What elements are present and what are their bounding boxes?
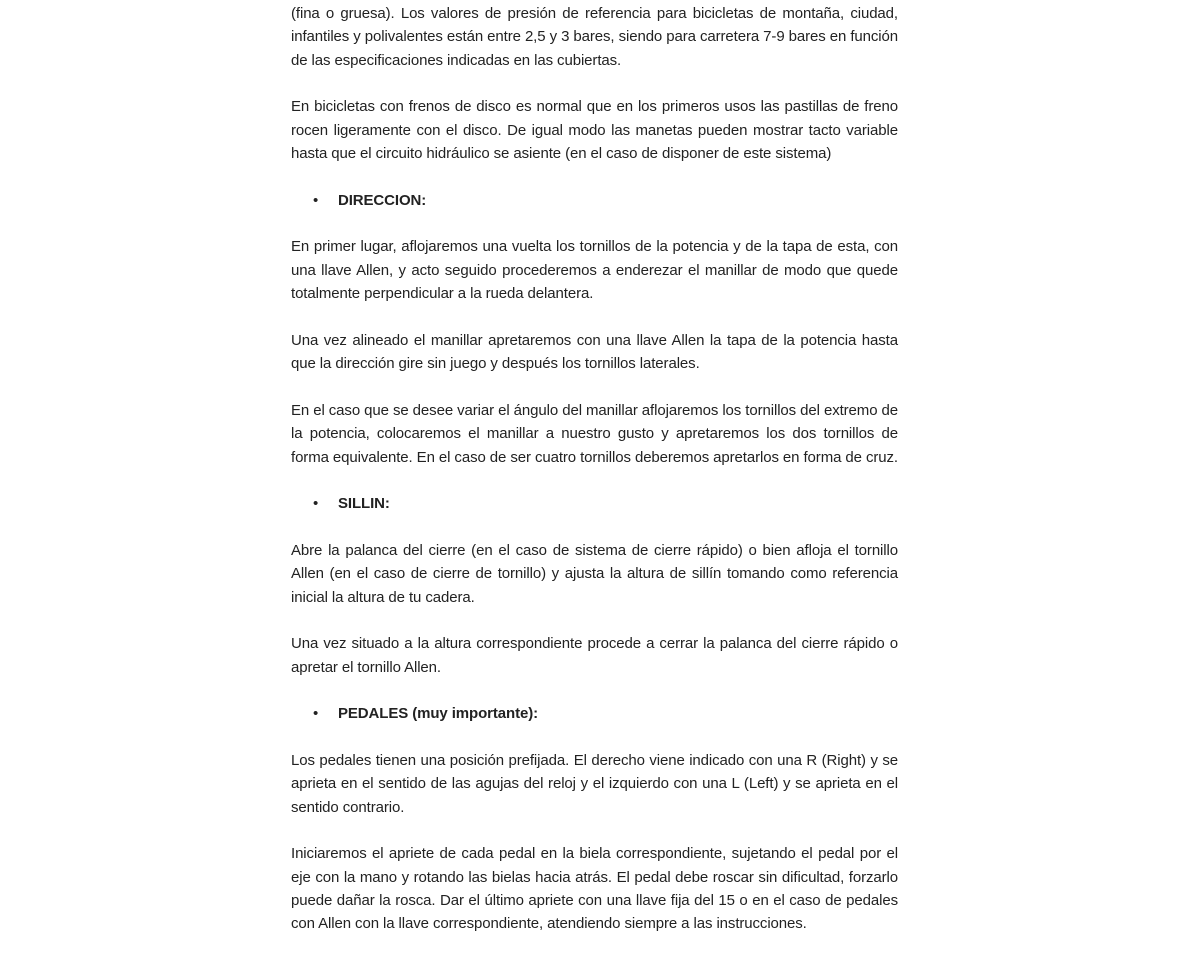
paragraph: Iniciaremos el apriete de cada pedal en la biela correspondiente, sujetando el pedal por el eje con la mano y rotando las bielas hacia atrás. El pedal debe roscar sin dificultad, forzarlo puede dañar la rosca. Dar el último apriete con una llave fija del 15 o en el caso de pedales con Allen con la llave correspondiente, atendiendo siempre a las instrucciones. [291, 845, 898, 933]
paragraph: (fina o gruesa). Los valores de presión de referencia para bicicletas de montaña, ciudad, infantiles y polivalentes están entre 2,5 y 3 bares, siendo para carretera 7-9 bares en función de las especificaciones indicadas en las cubiertas. [291, 5, 898, 69]
bullet-icon: • [313, 495, 319, 513]
paragraph: Una vez situado a la altura correspondiente procede a cerrar la palanca del cierre rápido o apretar el tornillo Allen. [291, 635, 898, 676]
section-heading-direccion [291, 189, 898, 212]
paragraph: Una vez alineado el manillar apretaremos con una llave Allen la tapa de la potencia hasta que la dirección gire sin juego y después los tornillos laterales. [291, 331, 898, 373]
heading-text: PEDALES (muy importante): [338, 705, 539, 723]
section-heading-pedales [291, 702, 898, 725]
paragraph: Abre la palanca del cierre (en el caso de sistema de cierre rápido) o bien afloja el tornillo Allen (en el caso de cierre de tornillo) y ajusta la altura de sillín tomando como referencia inicial la altura de tu cadera. [291, 541, 898, 606]
paragraph: En primer lugar, aflojaremos una vuelta los tornillos de la potencia y de la tapa de esta, con una llave Allen, y acto seguido procederemos a enderezar el manillar de modo que quede totalmente perpendicular a la rueda delantera. [291, 238, 898, 303]
document-page [291, 2, 898, 959]
bullet-icon: • [313, 705, 319, 723]
paragraph: En bicicletas con frenos de disco es normal que en los primeros usos las pastillas de freno rocen ligeramente con el disco. De igual modo las manetas pueden mostrar tacto variable hasta que el circuito hidráulico se asiente (en el caso de disponer de este sistema) [291, 98, 898, 163]
section-heading-sillin [291, 492, 898, 515]
paragraph: Los pedales tienen una posición prefijada. El derecho viene indicado con una R (Right) y se aprieta en el sentido de las agujas del reloj y el izquierdo con una L (Left) y se aprieta en el sentido contrario. [291, 752, 898, 816]
heading-text: DIRECCION: [338, 191, 427, 209]
bullet-icon: • [313, 191, 319, 209]
heading-text: SILLIN: [338, 495, 390, 513]
paragraph: En el caso que se desee variar el ángulo del manillar aflojaremos los tornillos del extremo de la potencia, colocaremos el manillar a nuestro gusto y apretaremos los dos tornillos de forma equivalente. En el caso de ser cuatro tornillos deberemos apretarlos en forma de cruz. [291, 401, 898, 466]
